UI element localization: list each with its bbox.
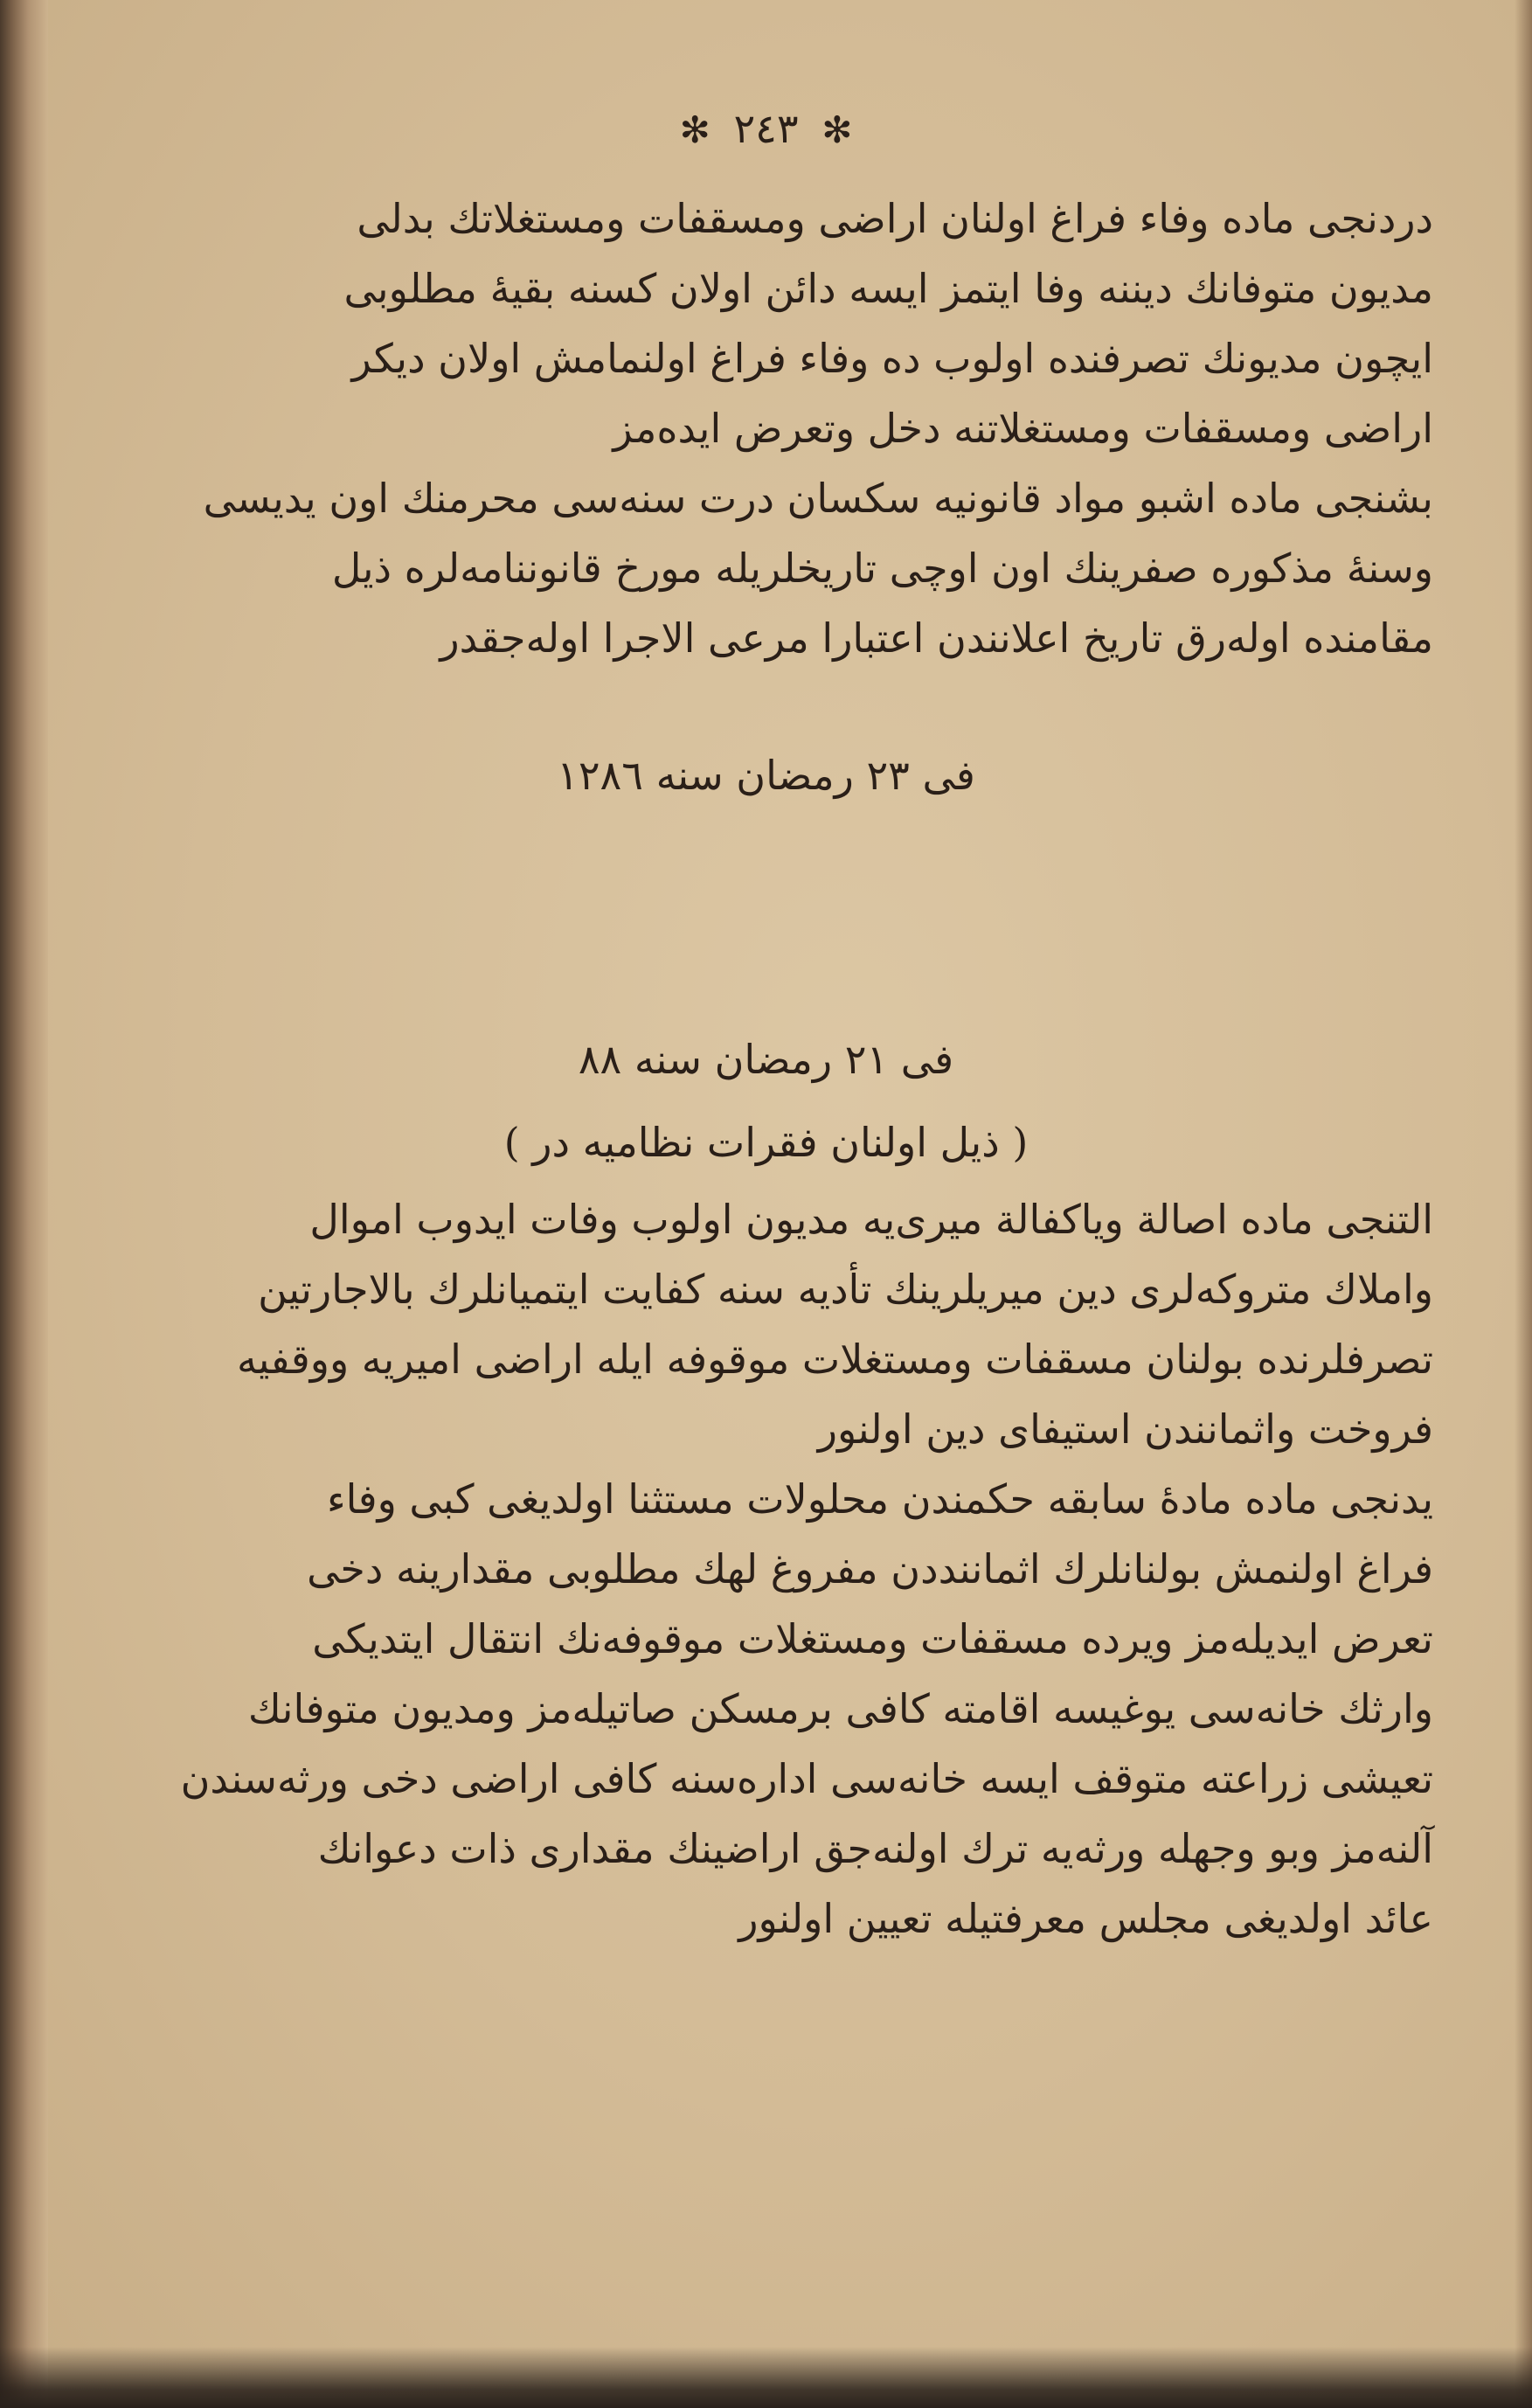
text-line: واملاك متروكه‌لری دین میریلرینك تأدیه سنه كفایت ایتمیانلرك بالاجارتین — [258, 1266, 1433, 1313]
section-two-text — [180, 1184, 1433, 1953]
text-line: مقامنده اوله‌رق تاریخ اعلانندن اعتبارا مرعی الاجرا اوله‌جقدر — [440, 614, 1433, 662]
page-right-edge — [1515, 0, 1532, 2408]
section-one-text — [203, 184, 1433, 673]
ornament-left-icon: ✻ — [821, 108, 853, 151]
text-line: ایچون مدیونك تصرفنده اولوب ده وفاء فراغ اولنمامش اولان دیكر — [351, 335, 1433, 382]
text-line: دردنجی ماده وفاء فراغ اولنان اراضی ومسقفات ومستغلاتك بدلی — [357, 195, 1433, 242]
text-line: تعیشی زراعته متوقف ایسه خانه‌سی اداره‌سنه كافی اراضی دخی ورثه‌سندن — [180, 1755, 1433, 1802]
text-line: مدیون متوفانك دیننه وفا ایتمز ایسه دائن اولان كسنه بقیهٔ مطلوبی — [343, 265, 1433, 312]
page-number: ٢٤٣ — [733, 105, 799, 152]
text-line: آلنه‌مز وبو وجهله ورثه‌یه ترك اولنه‌جق اراضینك مقداری ذات دعوانك — [317, 1825, 1433, 1872]
text-line: فروخت واثمانندن استیفای دین اولنور — [817, 1405, 1433, 1453]
section-subtitle: ( ذیل اولنان فقرات نظامیه در ) — [503, 1119, 1029, 1166]
text-line: التنجی ماده اصالة ویاكفالة میری‌یه مدیون اولوب وفات ایدوب اموال — [309, 1196, 1433, 1243]
text-line: وسنهٔ مذكوره صفرینك اون اوچی تاریخلریله مورخ قانوننامه‌لره ذیل — [331, 545, 1433, 592]
text-line: فراغ اولنمش بولنانلرك اثماننددن مفروغ لهك مطلوبی مقدارینه دخی — [307, 1545, 1433, 1593]
date-line-one: فی ٢٣ رمضان سنه ١٢٨٦ — [557, 752, 975, 799]
text-line: تعرض ایدیله‌مز ویرده مسقفات ومستغلات موقوفه‌نك انتقال ایتدیكی — [312, 1615, 1433, 1662]
date-line-two: فی ٢١ رمضان سنه ٨٨ — [578, 1036, 954, 1083]
text-line: عائد اولدیغی مجلس معرفتیله تعیین اولنور — [738, 1895, 1433, 1942]
text-line: تصرفلرنده بولنان مسقفات ومستغلات موقوفه ایله اراضی امیریه ووقفیه — [236, 1336, 1433, 1383]
text-line: بشنجی ماده اشبو مواد قانونیه سكسان درت سنه‌سی محرمنك اون یدیسی — [203, 475, 1433, 522]
page-number-header — [0, 105, 1532, 152]
text-line: یدنجی ماده مادهٔ سابقه حكمندن محلولات مستثنا اولدیغی كبی وفاء — [326, 1475, 1433, 1523]
book-binding-edge — [0, 0, 48, 2408]
ornament-right-icon: ✻ — [679, 108, 711, 151]
page-bottom-shadow — [0, 2347, 1532, 2408]
text-line: وارثك خانه‌سی یوغیسه اقامته كافی برمسكن صاتیله‌مز ومدیون متوفانك — [247, 1685, 1433, 1732]
text-line: اراضی ومسقفات ومستغلاتنه دخل وتعرض ایده‌مز — [613, 405, 1433, 452]
